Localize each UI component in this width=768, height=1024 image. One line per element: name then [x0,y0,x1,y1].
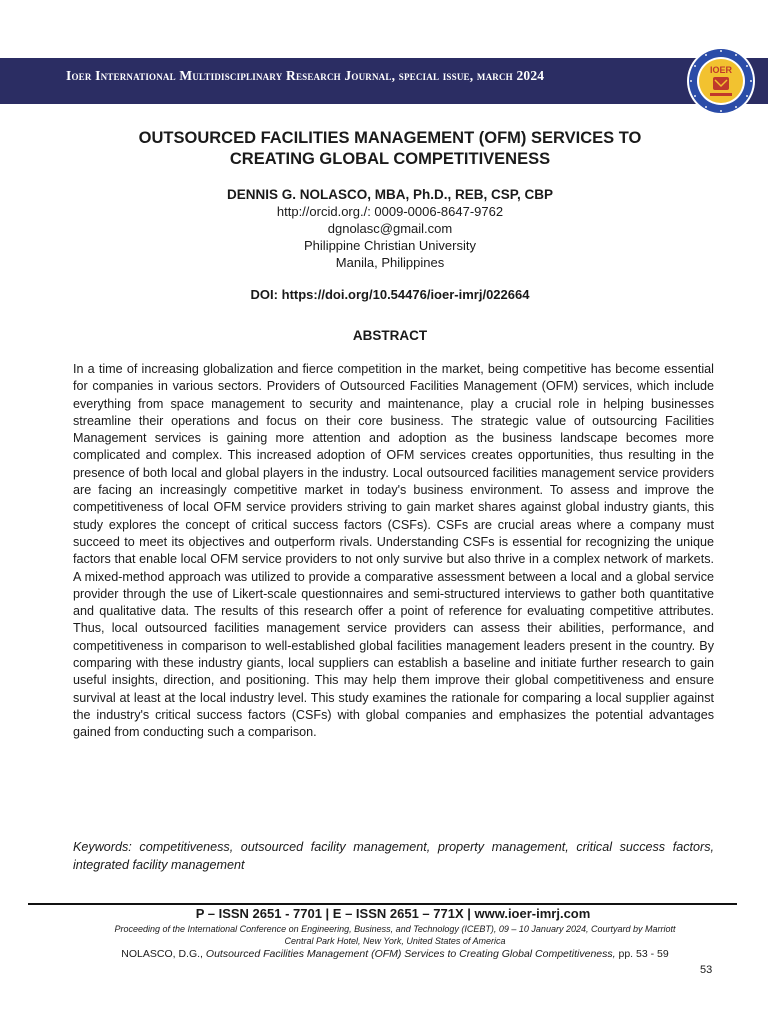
footer-divider [28,903,737,905]
footer-issn: P – ISSN 2651 - 7701 | E – ISSN 2651 – 771X | www.ioer-imrj.com [195,906,591,921]
author-email[interactable]: dgnolasc@gmail.com [327,221,453,236]
citation-pages: pp. 53 - 59 [615,948,669,960]
citation-author: NOLASCO, D.G., [121,948,206,960]
doi-line [0,287,768,302]
abstract-text: In a time of increasing globalization and fierce competition in the market, being competitive has become essential for companies in various sectors. Providers of Outsourced Facilities Management (OFM) services, which include everything from space management to security and maintenance, play a crucial role in helping businesses streamline their operations and focus on their core business. The strategic value of outsourcing Facilities Management services is gaining more attention and adoption as the business landscape becomes more complicated and complex. This increased adoption of OFM services creates opportunities, thus resulting in the presence of both local and global players in the industry. Local outsourced facilities management service providers are facing an increasingly competitive market in today's business environment. To assess and improve the competitiveness of local OFM service providers striving to gain market shares against global industry giants, this study explores the concept of critical success factors (CSFs). CSFs are crucial areas where a company must succeed to meet its objectives and outperform rivals. Understanding CSFs is essential for recognizing the unique factors that enable local OFM service providers to not only survive but also thrive in a complex network of markets. A mixed-method approach was utilized to provide a comparative assessment between a local and a global service provider through the use of Likert-scale questionnaires and semi-structured interviews to gather both quantitative and qualitative data. The results of this research offer a point of reference for evaluating competitive attributes. Thus, local outsourced facilities management service providers can assess their abilities, performance, and competitiveness in comparison to well-established global facilities management leaders present in the country. By comparing with these industry giants, local suppliers can establish a baseline and initiate further research to gain useful insights, direction, and positioning. This may help them improve their global competitiveness and ensure survival at least at the local industry level. This study examines the rationale for comparing a local supplier against the industry's critical success factors (CSFs) with global companies and emphasizes the potential advantages gained from conducting such a comparison. [73,362,714,740]
author-affiliation: Philippine Christian University [304,238,476,253]
svg-text:IOER: IOER [709,65,733,75]
citation-title: Outsourced Facilities Management (OFM) Services to Creating Global Competitiveness, [205,948,616,960]
paper-title-line-1: OUTSOURCED FACILITIES MANAGEMENT (OFM) SERVICES TO [138,129,642,147]
paper-title [0,128,768,170]
footer-citation [0,948,768,960]
author-orcid[interactable]: http://orcid.org./: 0009-0006-8647-9762 [276,204,504,219]
author-location: Manila, Philippines [335,255,445,270]
journal-banner-title: Ioer International Multidisciplinary Research Journal, special issue, march 2024 [66,68,545,83]
footer-proceeding-line-1: Proceeding of the International Conference on Engineering, Business, and Technology (ICEBT), 09 – 10 January 2024, Courtyard by Marriott [114,924,676,934]
author-name: DENNIS G. NOLASCO, MBA, Ph.D., REB, CSP, CBP [226,187,554,202]
journal-seal-logo [686,46,756,116]
keywords: Keywords: competitiveness, outsourced facility management, property management, critical success factors, integrated facility management [73,840,714,872]
abstract-heading: ABSTRACT [352,328,428,343]
footer-proceeding [70,923,720,947]
doi-link[interactable]: https://doi.org/10.54476/ioer-imrj/022664 [281,287,530,302]
page-number: 53 [700,964,713,976]
footer-proceeding-line-2: Central Park Hotel, New York, United States of America [284,936,506,946]
paper-title-line-2: CREATING GLOBAL COMPETITIVENESS [229,150,551,168]
doi-label: DOI: [250,287,278,302]
author-block [0,186,768,271]
